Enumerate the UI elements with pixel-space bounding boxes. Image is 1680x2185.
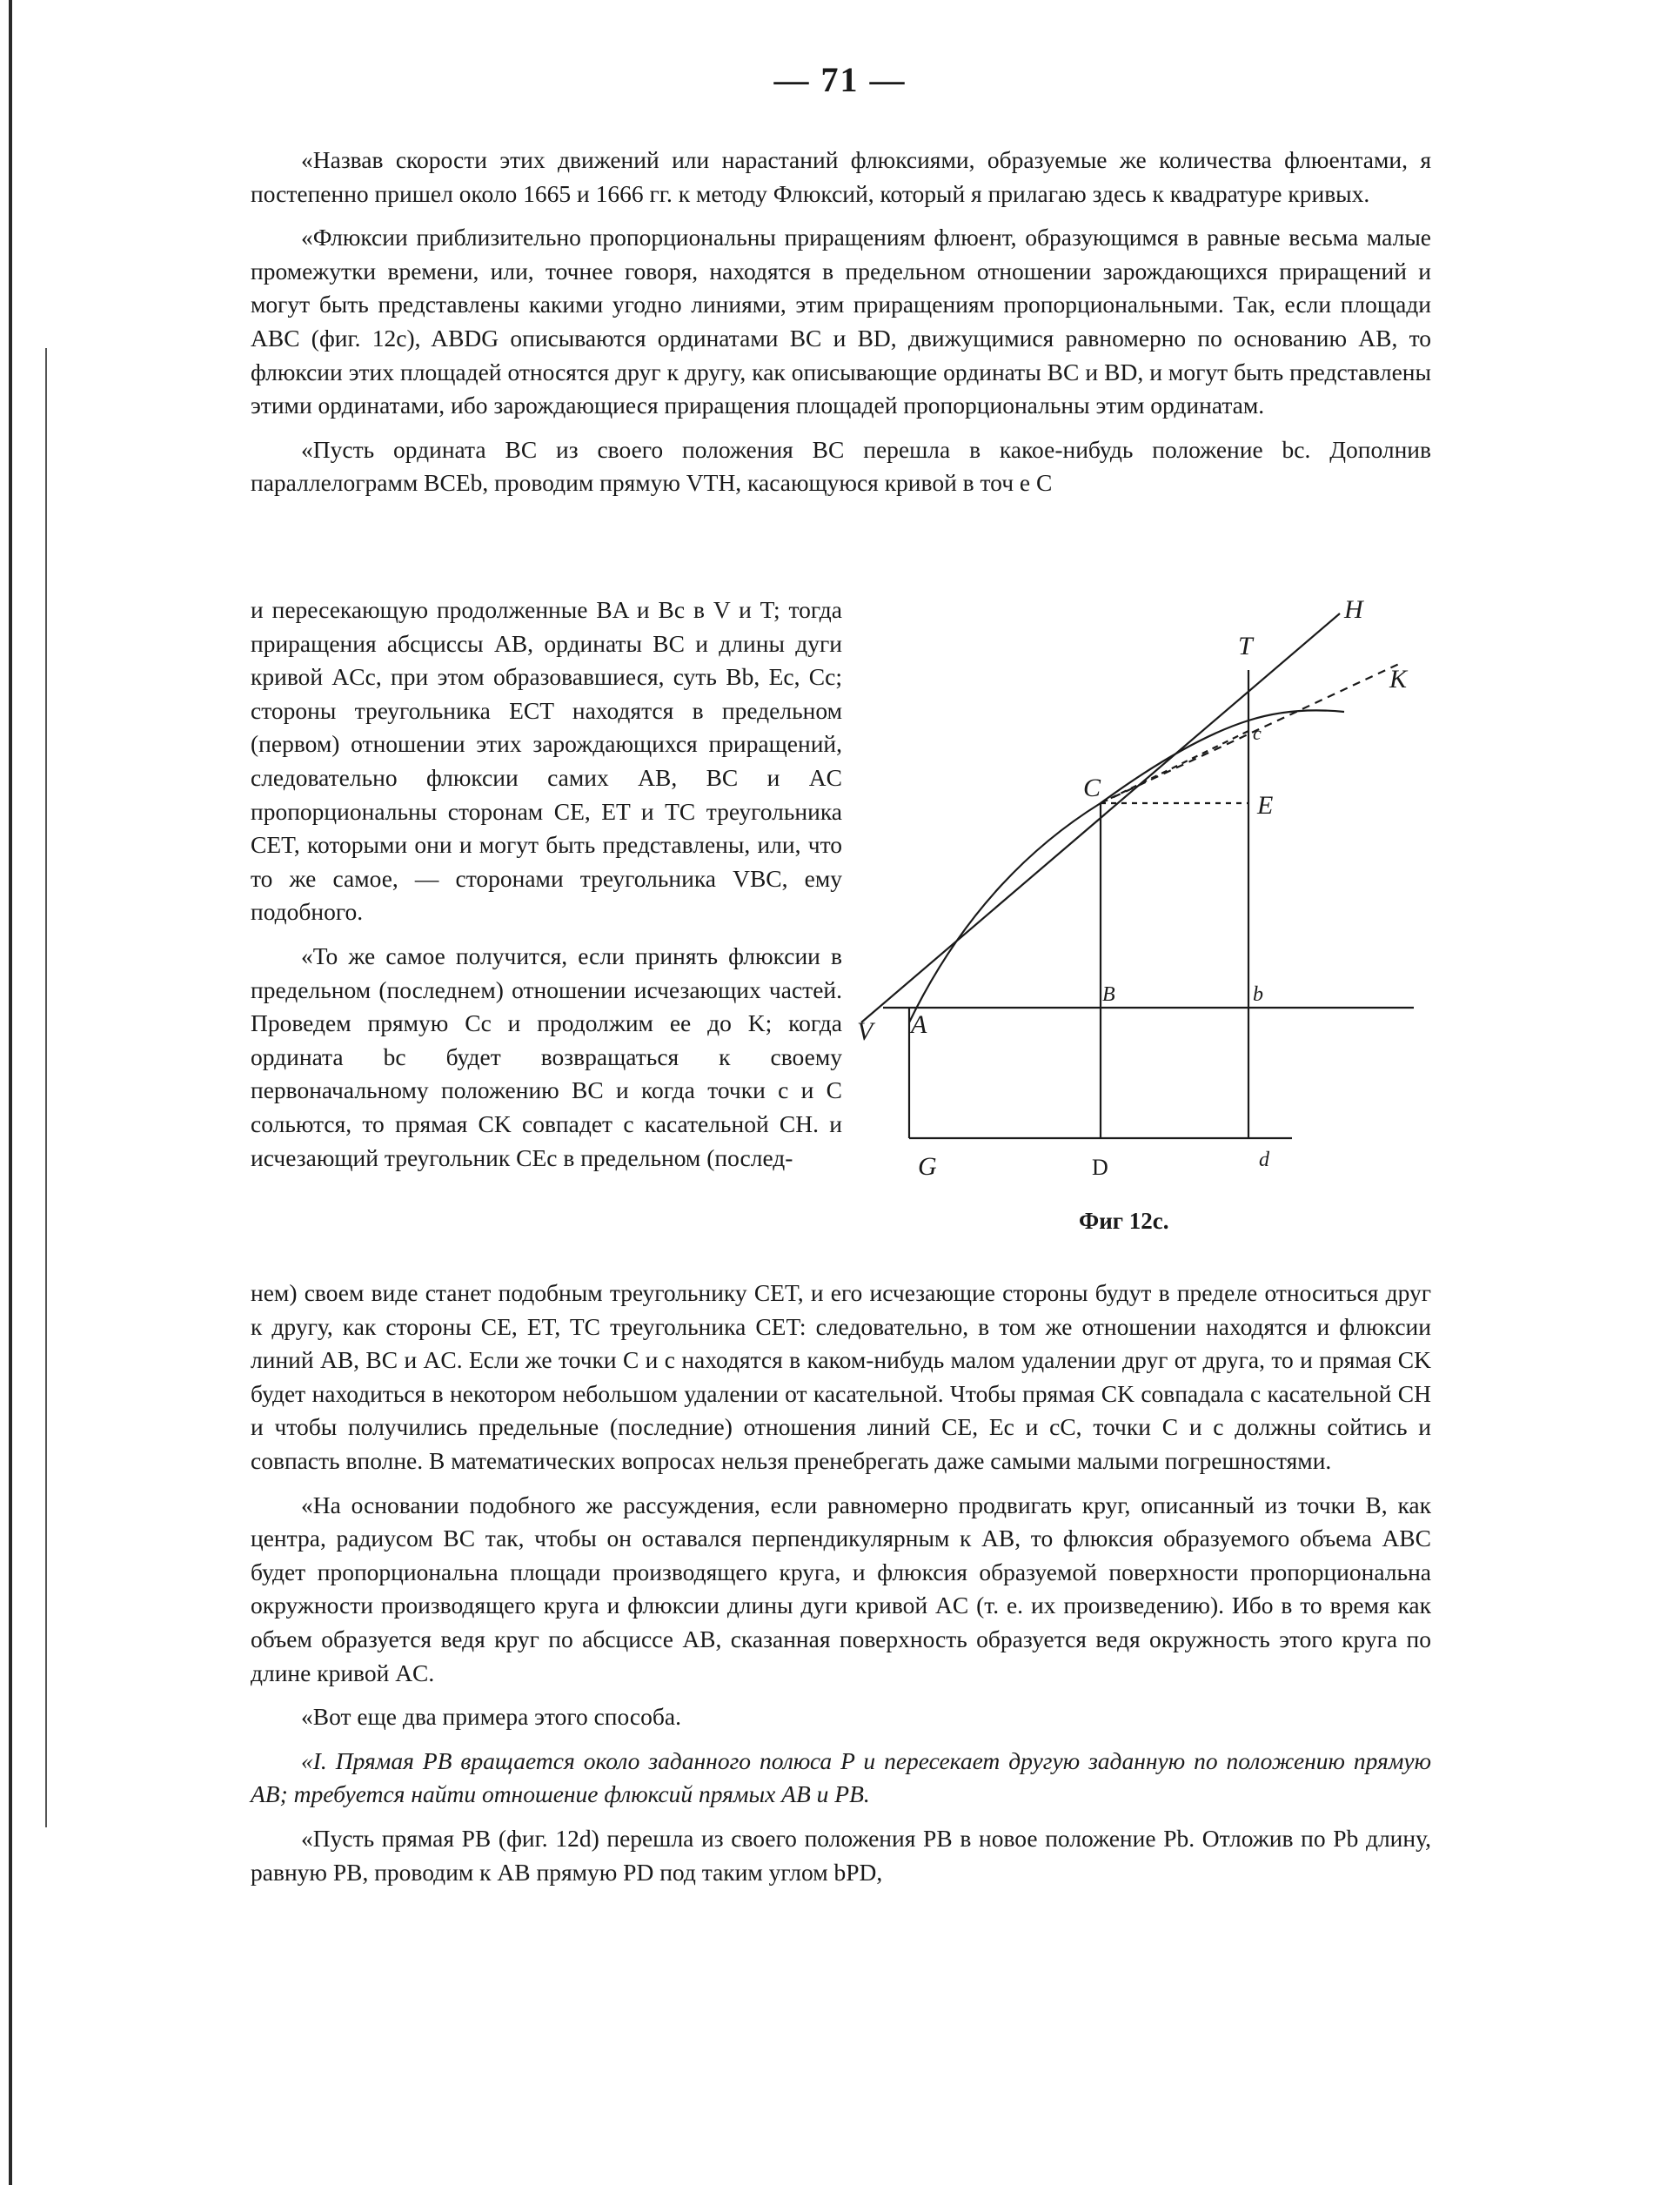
- paragraph-problem: «I. Прямая PB вращается около заданного полюса P и пересекает другую заданную по положению прямую AB; требуется найти отношение флюксий прямых AB и PB.: [251, 1746, 1431, 1808]
- curve-acc: [909, 710, 1344, 1022]
- page-number: — 71 —: [773, 60, 907, 99]
- text-block-top: [251, 144, 1431, 511]
- label-k: K: [1389, 665, 1408, 694]
- paragraph: нем) своем виде станет подобным треугольнику CET, и его исчезающие стороны будут в пределе относиться друг к другу, как стороны CE, ET, TC треугольника CET: следовательно, в том же отношении находятся и флюксии линий AB, BC и AC. Если же точки C и c находятся в каком-нибудь малом удалении друг от друга, то и прямая CK будет находиться в некотором небольшом удалении от касательной. Чтобы прямая CK совпадала с касательной CH и чтобы получились предельные (последние) отношения линий CE, Ec и cC, точки C и c должны сойтись и совпасть вполне. В математических вопросах нельзя пренебрегать даже самыми малыми погрешностями.: [251, 1279, 1431, 1474]
- label-d-small: d: [1259, 1149, 1269, 1171]
- text-block-bottom: [251, 1277, 1431, 1900]
- paragraph: «Назвав скорости этих движений или нарастаний флюксиями, образуемые же количества флюентами, я постепенно пришел около 1665 и 1666 гг. к методу Флюксий, который я прилагаю здесь к квадратуре кривых.: [251, 146, 1431, 207]
- label-v: V: [857, 1017, 873, 1046]
- paragraph: «Флюксии приблизительно пропорциональны приращениям флюент, образующимся в равные весьма малые промежутки времени, или, точнее говоря, находятся в предельном отношении зарождающихся приращений и могут быть представлены какими угодно линиями, этим приращениям пропорциональными. Так, если площади ABC (фиг. 12с), ABDG описываются ординатами BC и BD, движущимися равномерно по основанию AB, то флюксии этих площадей относятся друг к другу, как описывающие ординаты BC и BD, и могут быть представлены этими ординатами, ибо зарождающиеся приращения площадей пропорциональны этим ординатам.: [251, 224, 1431, 419]
- paragraph: «То же самое получится, если принять флюксии в предельном (последнем) отношении исчезающих частей. Проведем прямую Cc и продолжим ее до K; когда ордината bc будет возвращаться к своему первоначальному положению BC и когда точки c и C сольются, то прямая CK совпадет с касательной CH. и исчезающий треугольник CEc в предельном (послед-: [251, 942, 842, 1171]
- paragraph: «На основании подобного же рассуждения, если равномерно продвигать круг, описанный из точки B, как центра, радиусом BC так, чтобы он оставался перпендикулярным к AB, то флюксия образуемого объема ABC будет пропорциональна площади производящего круга, и флюксия образуемой поверхности пропорциональна окружности производящего круга и флюксии длины дуги кривой AC (т. е. их произведению). Ибо в то время как объем образуется ведя круг по абсциссе AB, сказанная поверхность образуется ведя окружность этого круга по длине кривой AC.: [251, 1491, 1431, 1686]
- paragraph: «Пусть прямая PB (фиг. 12d) перешла из своего положения PB в новое положение Pb. Отложив по Pb длину, равную PB, проводим к AB прямую PD под таким углом bPD,: [251, 1824, 1431, 1886]
- paragraph: «Вот еще два примера этого способа.: [301, 1703, 681, 1731]
- figure-caption: Фиг 12с.: [1079, 1208, 1169, 1234]
- label-e: E: [1257, 791, 1274, 820]
- figure-diagram: [857, 600, 1418, 1262]
- label-a: A: [911, 1010, 927, 1039]
- label-t: T: [1238, 632, 1253, 660]
- scan-edge-inner: [45, 348, 47, 1827]
- label-g: G: [918, 1152, 937, 1181]
- label-c: C: [1083, 774, 1101, 802]
- line-cc-dashed: [1101, 731, 1248, 803]
- label-d: D: [1092, 1155, 1108, 1180]
- scan-edge-left: [9, 0, 12, 2185]
- text-block-wrap: [251, 593, 842, 1185]
- paragraph: и пересекающую продолженные BA и Bc в V и T; тогда приращения абсциссы AB, ординаты BC и длины дуги кривой ACc, при этом образовавшиеся, суть Bb, Ec, Cc; стороны треугольника ECT находятся в предельном (первом) отношении этих зарождающихся приращений, следовательно флюксии самих AB, BC и AC пропорциональны сторонам CE, ET и TC треугольника CET, которыми они и могут быть представлены, или, что то же самое, — сторонами треугольника VBC, ему подобного.: [251, 596, 842, 926]
- label-b-small: b: [1253, 983, 1263, 1006]
- paragraph: «Пусть ордината BC из своего положения BC перешла в какое-нибудь положение bc. Дополнив параллелограмм BCEb, проводим прямую VTH, касающуюся кривой в точ е C: [251, 435, 1431, 497]
- label-c-small: c: [1253, 722, 1262, 744]
- label-b: B: [1102, 983, 1115, 1006]
- label-h: H: [1344, 600, 1363, 624]
- figure-12c: [857, 600, 1418, 1262]
